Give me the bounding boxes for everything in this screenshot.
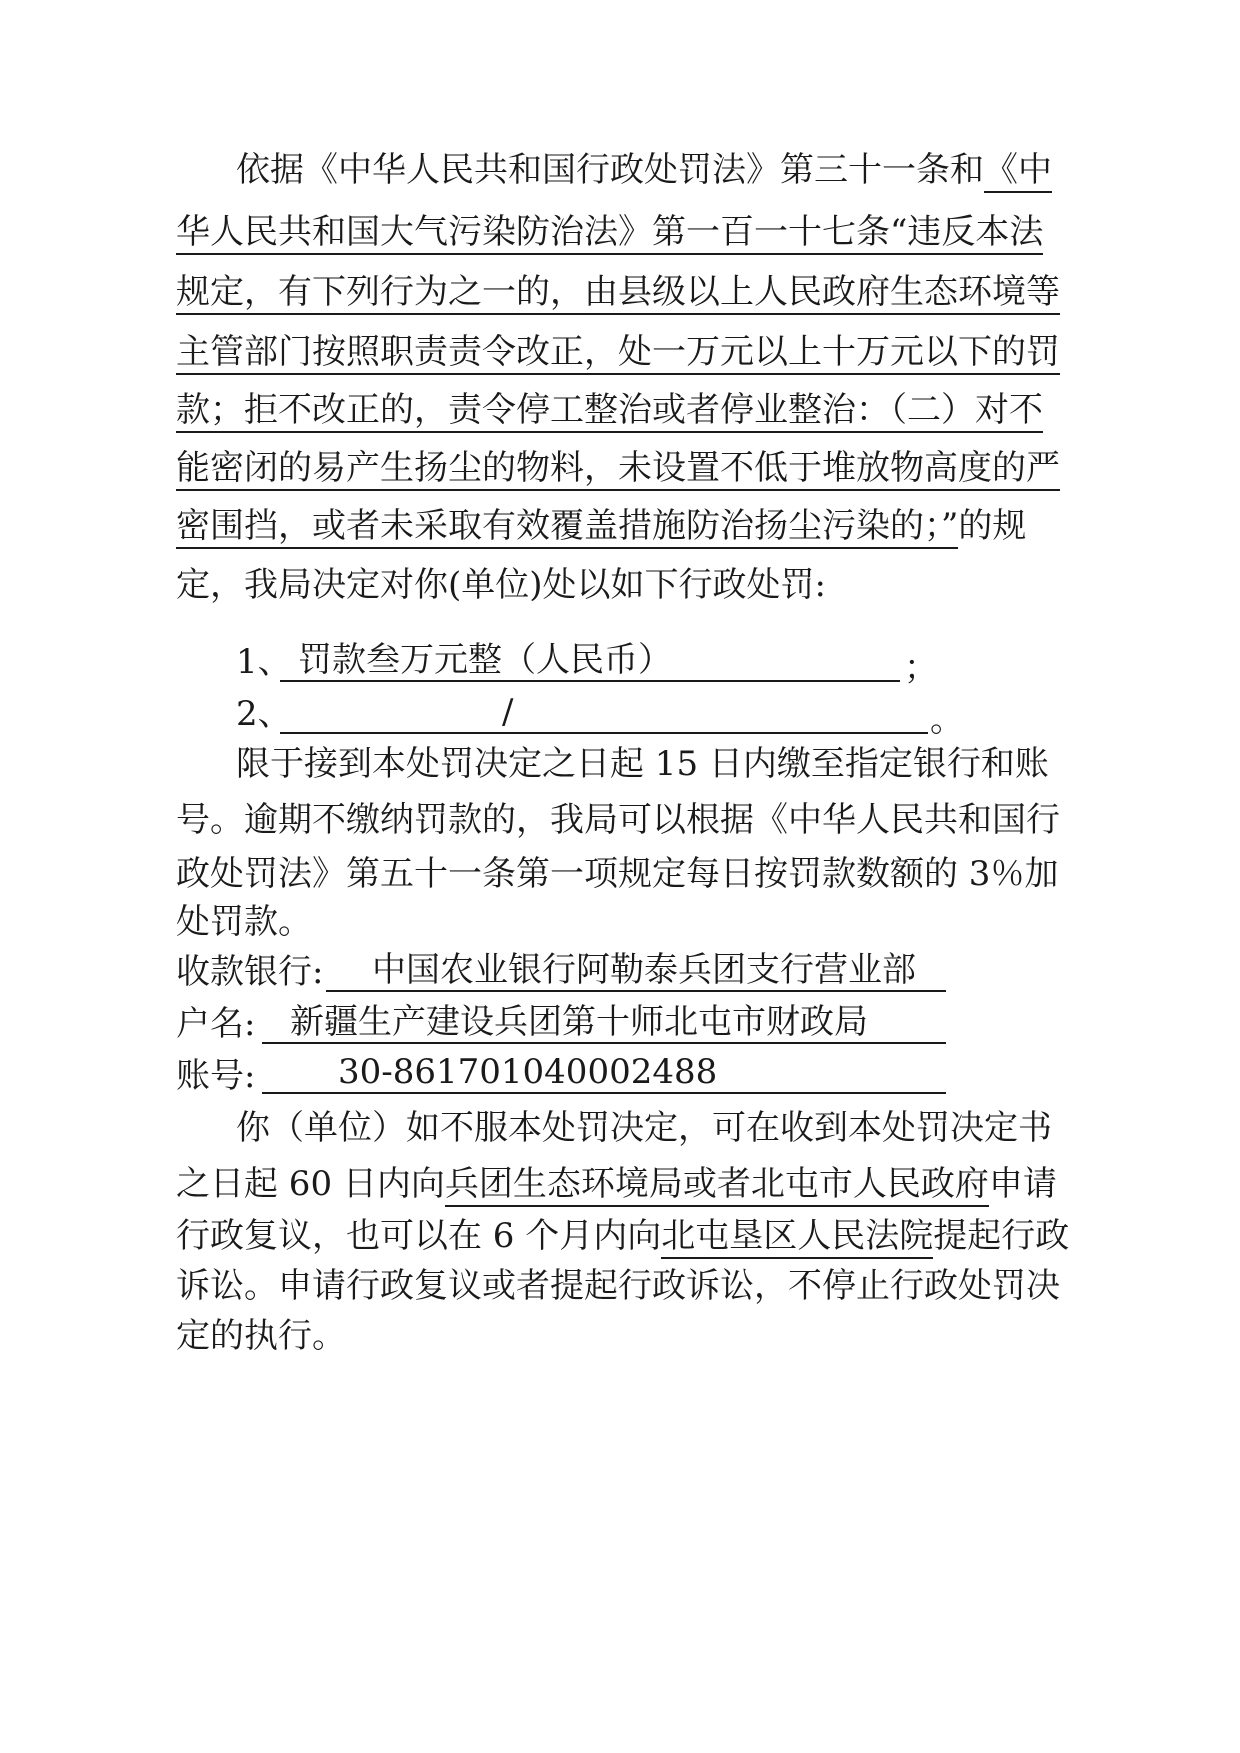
appeal-line2-text-b: 申请 bbox=[988, 1164, 1057, 1204]
para1-line8-text: 定，我局决定对你(单位)处以如下行政处罚: bbox=[176, 565, 826, 605]
para1-line5-underlined: 款；拒不改正的，责令停工整治或者停业整治：（二）对不 bbox=[176, 390, 1043, 433]
penalty-1-blank bbox=[280, 640, 900, 682]
appeal-line2-text-a: 之日起 60 日内向 bbox=[176, 1164, 445, 1204]
appeal-line3-text-b: 提起行政 bbox=[933, 1216, 1070, 1256]
para1-line7 bbox=[176, 506, 1026, 546]
account-name-label: 户名: bbox=[176, 1004, 256, 1044]
appeal-line1: 你（单位）如不服本处罚决定，可在收到本处罚决定书 bbox=[236, 1108, 1052, 1148]
penalty-1-end: ； bbox=[904, 648, 938, 688]
appeal-line4: 诉讼。申请行政复议或者提起行政诉讼，不停止行政处罚决 bbox=[176, 1266, 1060, 1306]
court-name: 北屯垦区人民法院 bbox=[661, 1216, 933, 1259]
appeal-line5: 定的执行。 bbox=[176, 1316, 346, 1356]
reconsideration-authority: 兵团生态环境局或者北屯市人民政府 bbox=[445, 1164, 989, 1207]
para1-line2-underlined: 华人民共和国大气污染防治法》第一百一十七条“违反本法 bbox=[176, 212, 1043, 255]
appeal-line2 bbox=[176, 1164, 1057, 1204]
payment-line2: 号。逾期不缴纳罚款的，我局可以根据《中华人民共和国行 bbox=[176, 800, 1060, 840]
penalty-1-text: 罚款叁万元整（人民币） bbox=[298, 640, 672, 680]
para1-line7-underlined: 密围挡，或者未采取有效覆盖措施防治扬尘污染的；” bbox=[176, 506, 958, 549]
bank-value: 中国农业银行阿勒泰兵团支行营业部 bbox=[372, 950, 916, 990]
account-number-blank bbox=[262, 1052, 946, 1094]
payment-line1: 限于接到本处罚决定之日起 15 日内缴至指定银行和账 bbox=[236, 744, 1049, 784]
para1-line5 bbox=[176, 390, 1043, 430]
para1-line3-underlined: 规定，有下列行为之一的，由县级以上人民政府生态环境等 bbox=[176, 272, 1060, 315]
para1-line3 bbox=[176, 272, 1060, 312]
para1-line7-text: 的规 bbox=[958, 506, 1027, 546]
payment-line3: 政处罚法》第五十一条第一项规定每日按罚款数额的 3％加 bbox=[176, 854, 1059, 894]
appeal-line3 bbox=[176, 1216, 1069, 1256]
account-number-value: 30-861701040002488 bbox=[338, 1052, 718, 1092]
law-title-underlined: 《中 bbox=[984, 150, 1052, 193]
payment-line4: 处罚款。 bbox=[176, 902, 312, 942]
penalty-2-end: 。 bbox=[930, 700, 964, 740]
para1-line1-text: 依据《中华人民共和国行政处罚法》第三十一条和 bbox=[236, 150, 984, 190]
appeal-line3-text-a: 行政复议，也可以在 6 个月内向 bbox=[176, 1216, 662, 1256]
bank-value-blank bbox=[326, 950, 946, 992]
para1-line2 bbox=[176, 212, 1043, 252]
para1-line6-underlined: 能密闭的易产生扬尘的物料，未设置不低于堆放物高度的严 bbox=[176, 448, 1060, 491]
account-number-label: 账号: bbox=[176, 1056, 256, 1096]
penalty-2-text: / bbox=[502, 692, 514, 732]
penalty-2-number: 2、 bbox=[236, 694, 292, 734]
account-name-blank bbox=[262, 1002, 946, 1044]
para1-line4 bbox=[176, 332, 1060, 372]
account-name-value: 新疆生产建设兵团第十师北屯市财政局 bbox=[290, 1002, 868, 1042]
para1-line1 bbox=[236, 150, 1052, 190]
penalty-1-number: 1、 bbox=[236, 642, 292, 682]
penalty-2-blank bbox=[280, 692, 928, 734]
para1-line4-underlined: 主管部门按照职责责令改正，处一万元以上十万元以下的罚 bbox=[176, 332, 1060, 375]
bank-label: 收款银行: bbox=[176, 952, 324, 992]
para1-line6 bbox=[176, 448, 1060, 488]
para1-line8 bbox=[176, 565, 826, 605]
